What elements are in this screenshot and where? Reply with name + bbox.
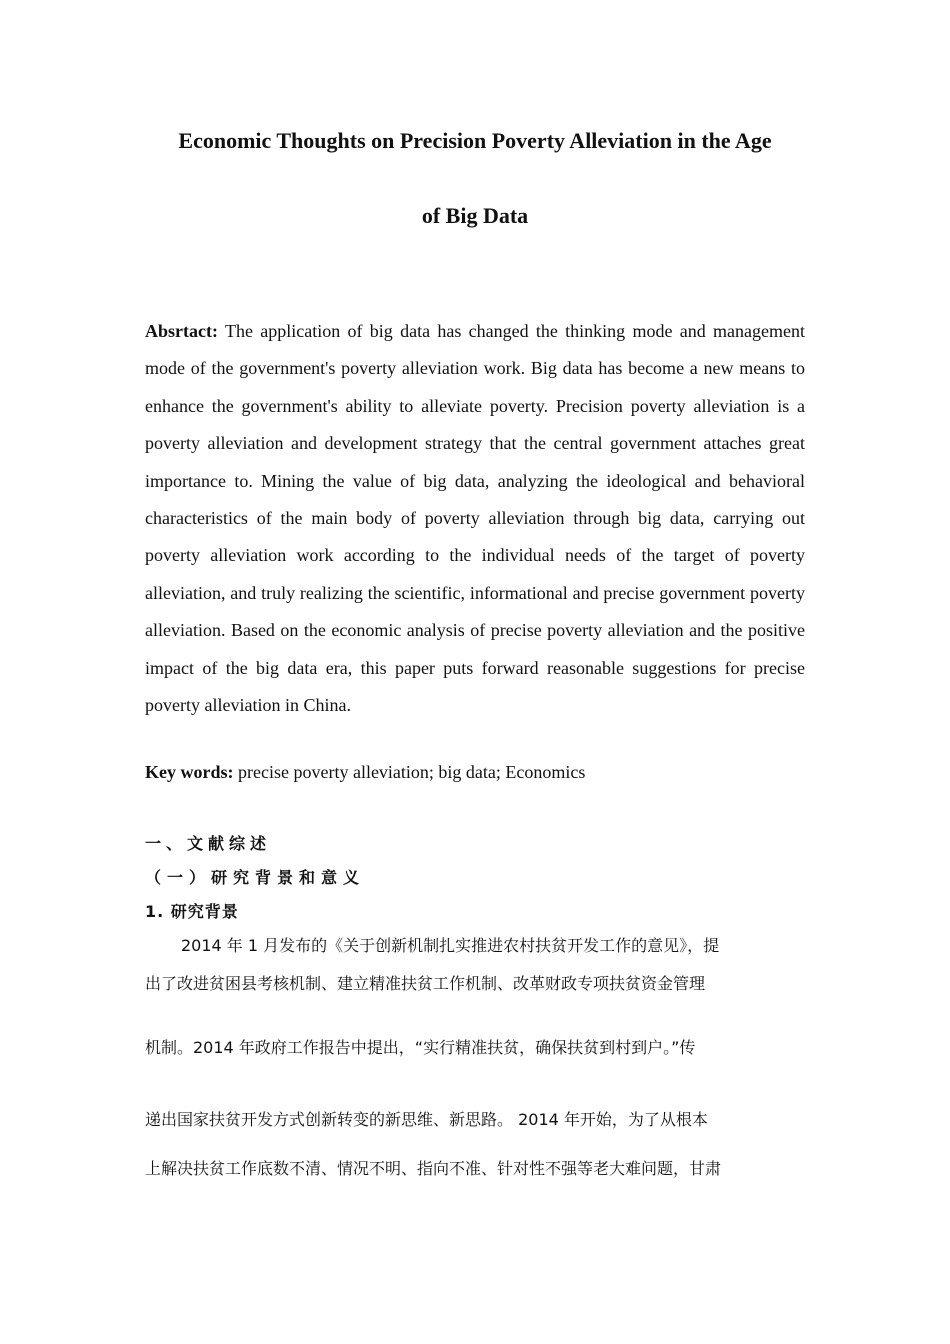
keywords-text: precise poverty alleviation; big data; Economics [233, 762, 586, 782]
paper-title-line-2: of Big Data [421, 203, 529, 228]
body-line-2: 出了改进贫困县考核机制、建立精准扶贫工作机制、改革财政专项扶贫资金管理 [145, 974, 706, 993]
body-line-3: 机制。2014 年政府工作报告中提出，“实行精准扶贫，确保扶贫到村到户。”传 [145, 1038, 696, 1057]
keywords-paragraph [145, 757, 805, 787]
subsection-heading-background-significance: （一）研究背景和意义 [145, 868, 366, 887]
abstract-paragraph [145, 313, 805, 724]
abstract-label: Absrtact: [145, 321, 218, 341]
section-heading-literature-review: 一、文献综述 [145, 834, 272, 853]
body-line-5: 上解决扶贫工作底数不清、情况不明、指向不准、针对性不强等老大难问题，甘肃 [145, 1159, 722, 1178]
paper-title-line-1: Economic Thoughts on Precision Poverty Alleviation in the Age [178, 128, 772, 153]
body-line-4: 递出国家扶贫开发方式创新转变的新思维、新思路。 2014 年开始，为了从根本 [145, 1110, 708, 1129]
abstract-text: The application of big data has changed the thinking mode and management mode of the government's poverty alleviation work. Big data has become a new means to enhance the government's ability to alleviate poverty. Precision poverty alleviation is a poverty alleviation and development strategy that the central government attaches great importance to. Mining the value of big data, analyzing the ideological and behavioral characteristics of the main body of poverty alleviation through big data, carrying out poverty alleviation work according to the individual needs of the target of poverty alleviation, and truly realizing the scientific, informational and precise government poverty alleviation. Based on the economic analysis of precise poverty alleviation and the positive impact of the big data era, this paper puts forward reasonable suggestions for precise poverty alleviation in China. [145, 321, 805, 716]
subsubsection-heading-research-background: 1. 研究背景 [145, 902, 239, 921]
body-line-1: 2014 年 1 月发布的《关于创新机制扎实推进农村扶贫开发工作的意见》，提 [181, 936, 720, 955]
keywords-label: Key words: [145, 762, 234, 782]
